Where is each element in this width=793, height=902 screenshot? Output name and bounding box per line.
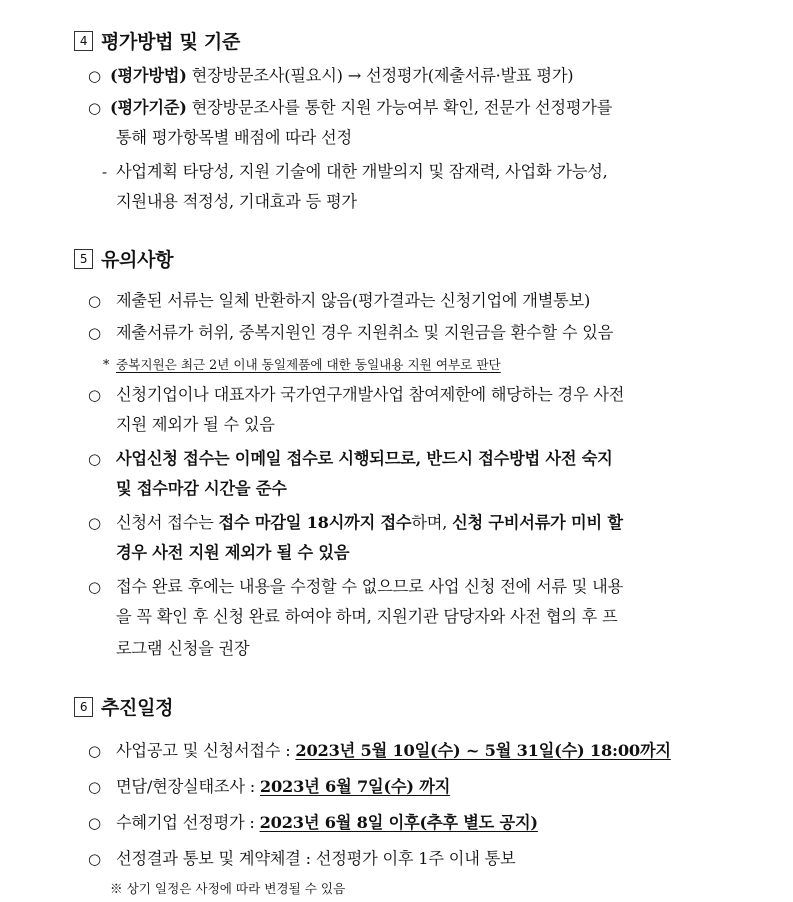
bullet-circle-icon: ○	[88, 67, 102, 85]
bullet-circle-icon: ○	[88, 578, 102, 596]
list-item: 제출된 서류는 일체 반환하지 않음(평가결과는 신청기업에 개별통보)	[116, 291, 591, 310]
schedule-item: 수혜기업 선정평가 : 2023년 6월 8일 이후(추후 별도 공지)	[116, 813, 538, 832]
bullet-dash-icon: -	[102, 163, 108, 181]
bullet-circle-icon: ○	[88, 450, 102, 468]
bullet-circle-icon: ○	[88, 99, 102, 117]
list-item: (평가방법) 현장방문조사(필요시) → 선정평가(제출서류·발표 평가)	[110, 66, 574, 85]
sub-item-continuation: 지원내용 적정성, 기대효과 등 평가	[116, 192, 357, 211]
bullet-circle-icon: ○	[88, 386, 102, 404]
list-item-continuation: 지원 제외가 될 수 있음	[116, 415, 275, 434]
section-number-box: 4	[74, 31, 93, 51]
list-item-continuation: 경우 사전 지원 제외가 될 수 있음	[116, 543, 350, 562]
schedule-item: 선정결과 통보 및 계약체결 : 선정평가 이후 1주 이내 통보	[116, 849, 516, 868]
list-item: 사업신청 접수는 이메일 접수로 시행되므로, 반드시 접수방법 사전 숙지	[116, 449, 613, 468]
section-title: 유의사항	[101, 249, 174, 271]
section-number-box: 5	[74, 249, 93, 269]
section-5-heading	[74, 245, 173, 272]
list-item-continuation: 을 꼭 확인 후 신청 완료 하여야 하며, 지원기관 담당자와 사전 협의 후 프	[116, 607, 618, 626]
bullet-circle-icon: ○	[88, 850, 102, 868]
bullet-circle-icon: ○	[88, 292, 102, 310]
list-item: 신청서 접수는 접수 마감일 18시까지 접수하며, 신청 구비서류가 미비 할	[116, 513, 623, 532]
list-item: 신청기업이나 대표자가 국가연구개발사업 참여제한에 해당하는 경우 사전	[116, 385, 625, 404]
list-item: 접수 완료 후에는 내용을 수정할 수 없으므로 사업 신청 전에 서류 및 내용	[116, 577, 624, 596]
section-number-box: 6	[74, 697, 93, 717]
schedule-item: 면담/현장실태조사 : 2023년 6월 7일(수) 까지	[116, 777, 451, 796]
schedule-item: 사업공고 및 신청서접수 : 2023년 5월 10일(수) ~ 5월 31일(수) 18:00까지	[116, 741, 671, 760]
note: 중복지원은 최근 2년 이내 동일제품에 대한 동일내용 지원 여부로 판단	[116, 357, 501, 372]
bullet-circle-icon: ○	[88, 514, 102, 532]
list-item-continuation: 로그램 신청을 권장	[116, 639, 250, 658]
section-title: 평가방법 및 기준	[101, 31, 241, 53]
schedule-date: 2023년 6월 8일 이후(추후 별도 공지)	[259, 813, 538, 832]
sub-item: 사업계획 타당성, 지원 기술에 대한 개발의지 및 잠재력, 사업화 가능성,	[116, 162, 608, 181]
bullet-circle-icon: ○	[88, 742, 102, 760]
schedule-date: 2023년 5월 10일(수) ~ 5월 31일(수) 18:00까지	[295, 741, 671, 760]
section-title: 추진일정	[101, 697, 174, 719]
bullet-circle-icon: ○	[88, 324, 102, 342]
schedule-note: ※ 상기 일정은 사정에 따라 변경될 수 있음	[110, 881, 346, 896]
list-item-continuation: 통해 평가항목별 배점에 따라 선정	[116, 128, 352, 147]
list-item-continuation: 및 접수마감 시간을 준수	[116, 479, 287, 498]
bullet-circle-icon: ○	[88, 814, 102, 832]
note-star-icon: *	[103, 357, 110, 372]
list-item: 제출서류가 허위, 중복지원인 경우 지원취소 및 지원금을 환수할 수 있음	[116, 323, 614, 342]
list-item: (평가기준) 현장방문조사를 통한 지원 가능여부 확인, 전문가 선정평가를	[110, 98, 613, 117]
schedule-date: 2023년 6월 7일(수) 까지	[259, 777, 451, 796]
section-6-heading	[74, 693, 173, 720]
bullet-circle-icon: ○	[88, 778, 102, 796]
section-4-heading	[74, 27, 240, 54]
